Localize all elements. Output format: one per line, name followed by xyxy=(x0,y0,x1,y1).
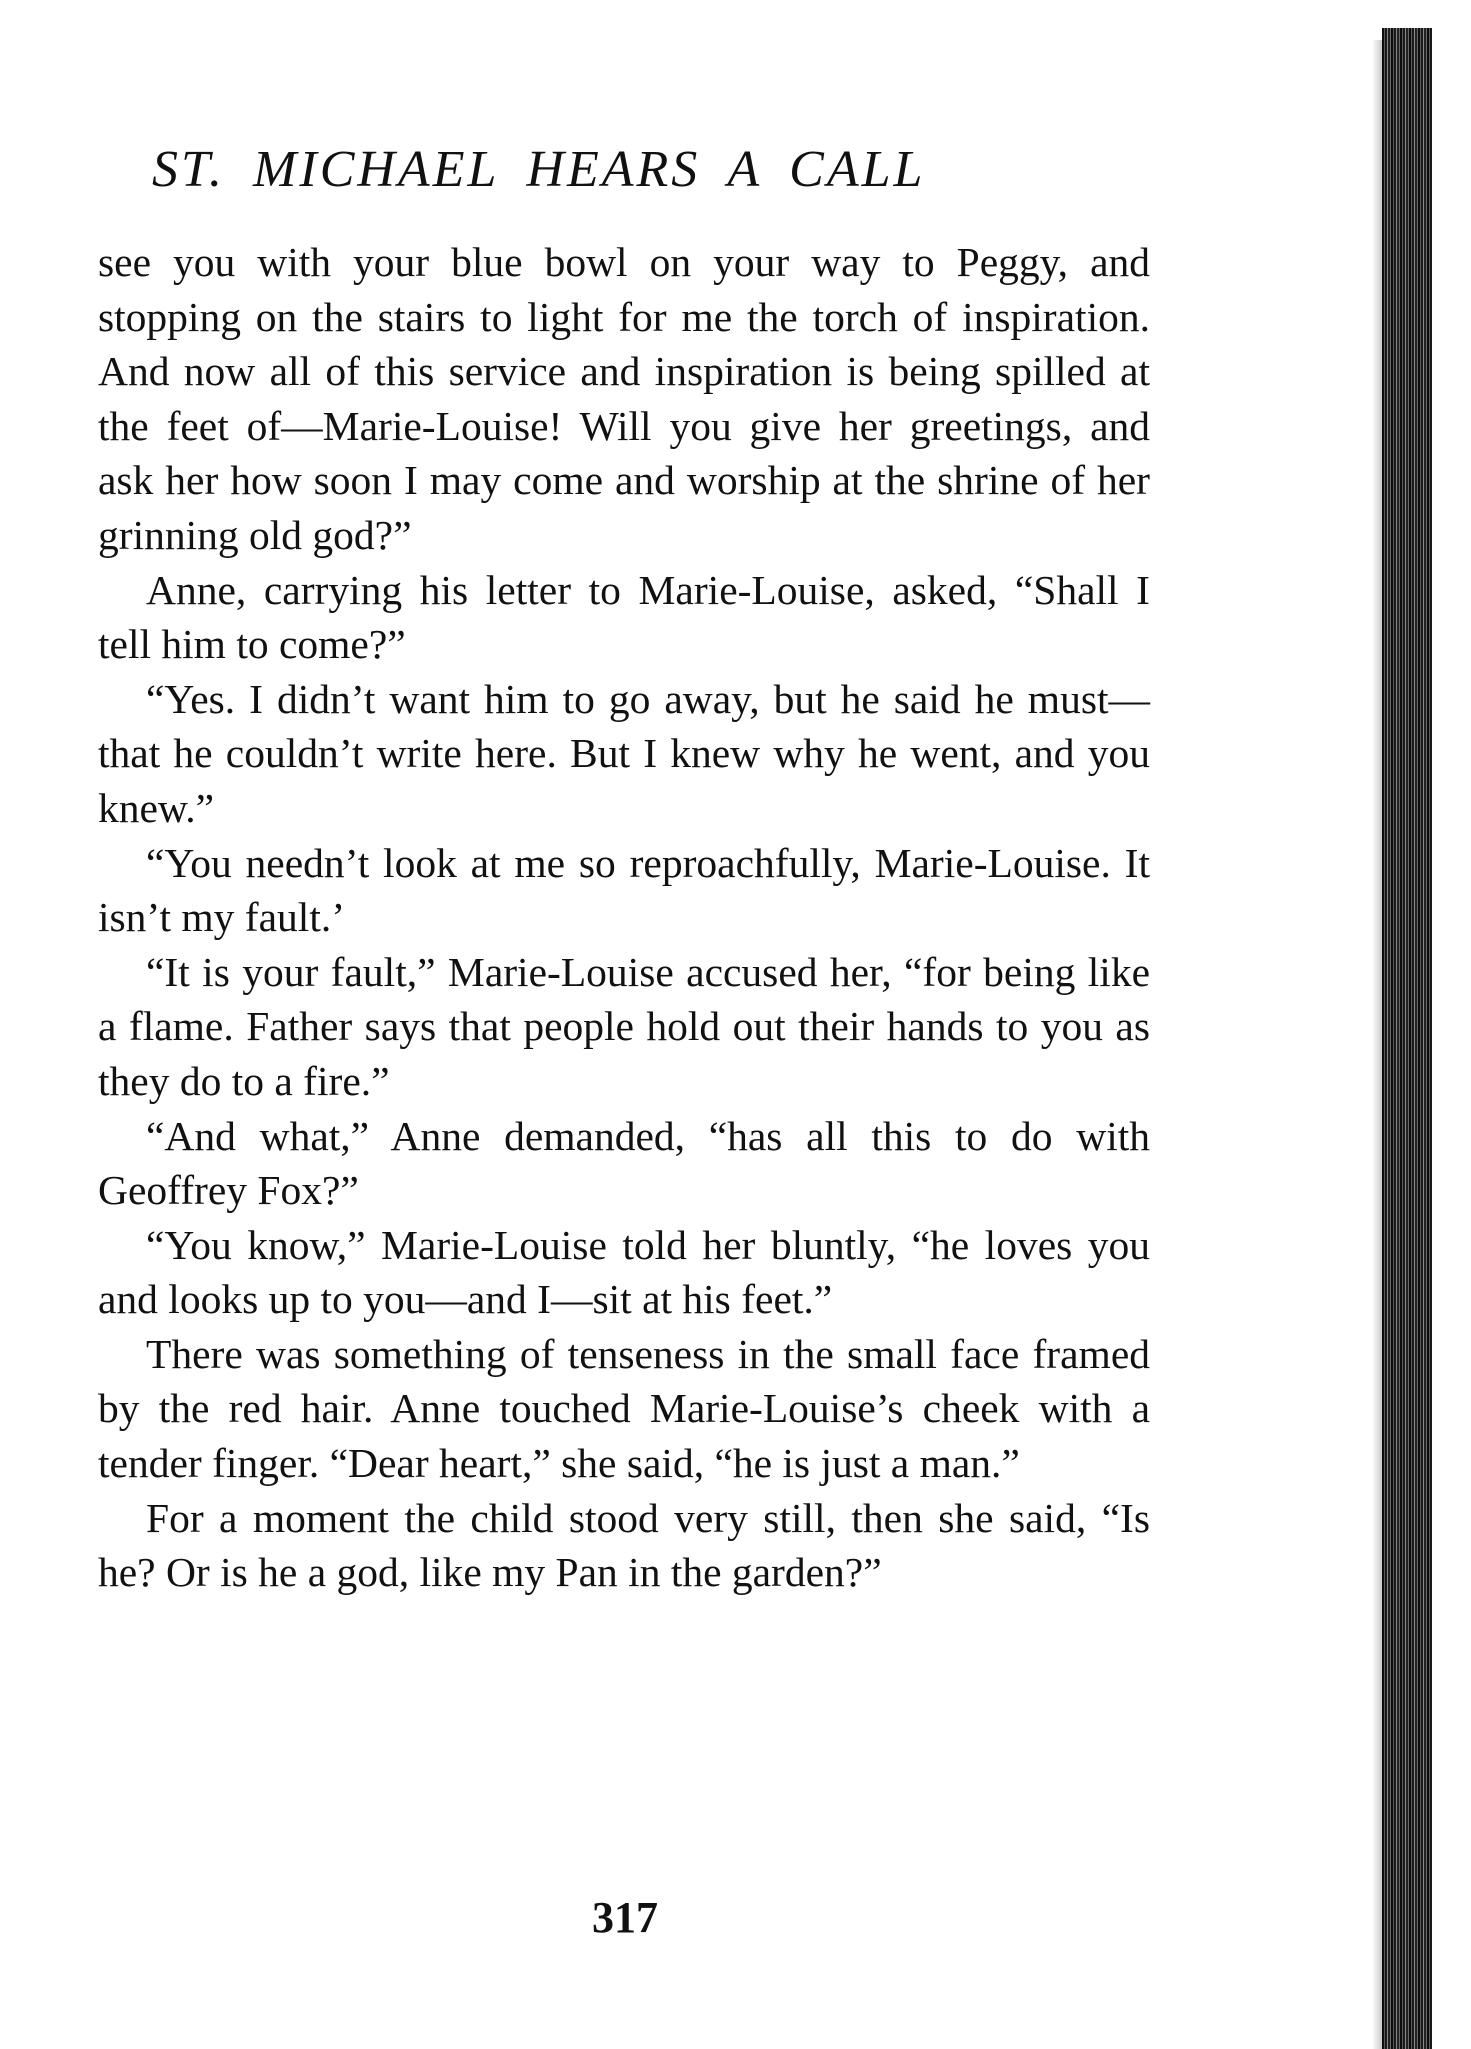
paragraph: For a moment the child stood very still, then she said, “Is he? Or is he a god, like my Pan in the garden?” xyxy=(98,1494,1150,1596)
running-header: ST. MICHAEL HEARS A CALL xyxy=(152,141,926,198)
paragraph: There was something of tenseness in the small face framed by the red hair. Anne touched Marie-Louise’s cheek with a tender finger. “Dear heart,” she said, “he is just a man.” xyxy=(98,1330,1150,1487)
paragraph: “It is your fault,” Marie-Louise accused her, “for being like a flame. Father says that people hold out their hands to you as they do to a fire.” xyxy=(98,948,1150,1104)
paragraph: “Yes. I didn’t want him to go away, but he said he must—that he couldn’t write here. But I knew why he went, and you knew.” xyxy=(98,675,1150,831)
book-binding-edge xyxy=(1382,28,1432,2049)
paragraph: “And what,” Anne demanded, “has all this to do with Geoffrey Fox?” xyxy=(98,1112,1150,1214)
paragraph: see you with your blue bowl on your way to Peggy, and stopping on the stairs to light for me the torch of inspiration. And now all of this service and inspiration is being spilled at the feet of—Marie-Louise! Will you give her greetings, and ask her how soon I may come and worship at the shrine of her grinning old god?” xyxy=(98,239,1150,558)
body-text xyxy=(98,235,1150,1600)
paragraph: “You know,” Marie-Louise told her bluntly, “he loves you and looks up to you—and I—sit at his feet.” xyxy=(98,1221,1150,1323)
paragraph: Anne, carrying his letter to Marie-Louise, asked, “Shall I tell him to come?” xyxy=(98,566,1150,668)
paragraph: “You needn’t look at me so reproachfully, Marie-Louise. It isn’t my fault.’ xyxy=(98,839,1150,941)
page-number: 317 xyxy=(592,1893,658,1942)
